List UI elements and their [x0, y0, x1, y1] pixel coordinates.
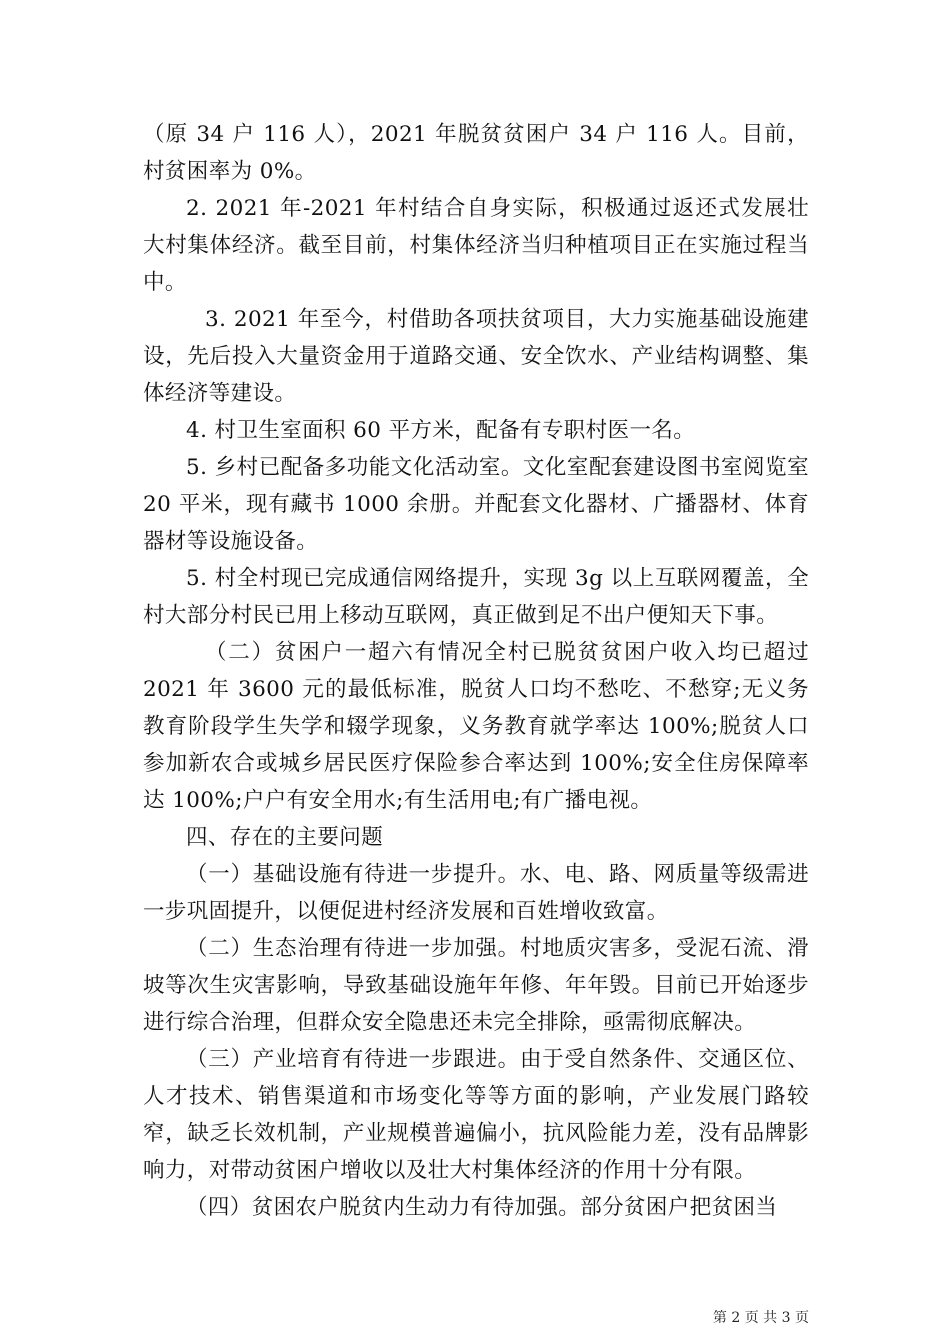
section-heading-problems: 四、存在的主要问题	[186, 825, 384, 850]
paragraph-item-5b: 5. 村全村现已完成通信网络提升，实现 3g 以上互联网覆盖，全村大部分村民已用上移动互联网，真正做到足不出户便知天下事。	[143, 566, 809, 628]
page-number-footer: 第 2 页 共 3 页	[712, 1310, 809, 1326]
paragraph-problem-2: （二）生态治理有待进一步加强。村地质灾害多，受泥石流、滑坡等次生灾害影响，导致基础设施年年修、年年毁。目前已开始逐步进行综合治理，但群众安全隐患还未完全排除，亟需彻底解决。	[143, 936, 809, 1035]
paragraph-item-2: 2. 2021 年-2021 年村结合自身实际，积极通过返还式发展壮大村集体经济。截至目前，村集体经济当归种植项目正在实施过程当中。	[143, 196, 809, 295]
paragraph-item-3: 3. 2021 年至今，村借助各项扶贫项目，大力实施基础设施建设，先后投入大量资金用于道路交通、安全饮水、产业结构调整、集体经济等建设。	[143, 307, 809, 406]
paragraph-problem-1: （一）基础设施有待进一步提升。水、电、路、网质量等级需进一步巩固提升，以便促进村经济发展和百姓增收致富。	[143, 862, 809, 924]
paragraph-problem-4: （四）贫困农户脱贫内生动力有待加强。部分贫困户把贫困当	[186, 1195, 778, 1220]
paragraph-poverty-households: （二）贫困户一超六有情况全村已脱贫贫困户收入均已超过 2021 年 3600 元的最低标准，脱贫人口均不愁吃、不愁穿;无义务教育阶段学生失学和辍学现象，义务教育就学率达 100%;脱贫人口参加新农合或城乡居民医疗保险参合率达到 100%;安全住房保障率达 100%;户户有安全用水;有生活用电;有广播电视。	[143, 640, 809, 813]
paragraph-continuation: （原 34 户 116 人），2021 年脱贫贫困户 34 户 116 人。目前，村贫困率为 0%。	[143, 122, 809, 184]
paragraph-problem-3: （三）产业培育有待进一步跟进。由于受自然条件、交通区位、人才技术、销售渠道和市场变化等等方面的影响，产业发展门路较窄，缺乏长效机制，产业规模普遍偏小，抗风险能力差，没有品牌影响力，对带动贫困户增收以及壮大村集体经济的作用十分有限。	[143, 1047, 809, 1183]
paragraph-item-5a: 5. 乡村已配备多功能文化活动室。文化室配套建设图书室阅览室 20 平米，现有藏书 1000 余册。并配套文化器材、广播器材、体育器材等设施设备。	[143, 455, 809, 554]
document-body	[143, 116, 809, 1226]
paragraph-item-4: 4. 村卫生室面积 60 平方米，配备有专职村医一名。	[186, 418, 696, 443]
